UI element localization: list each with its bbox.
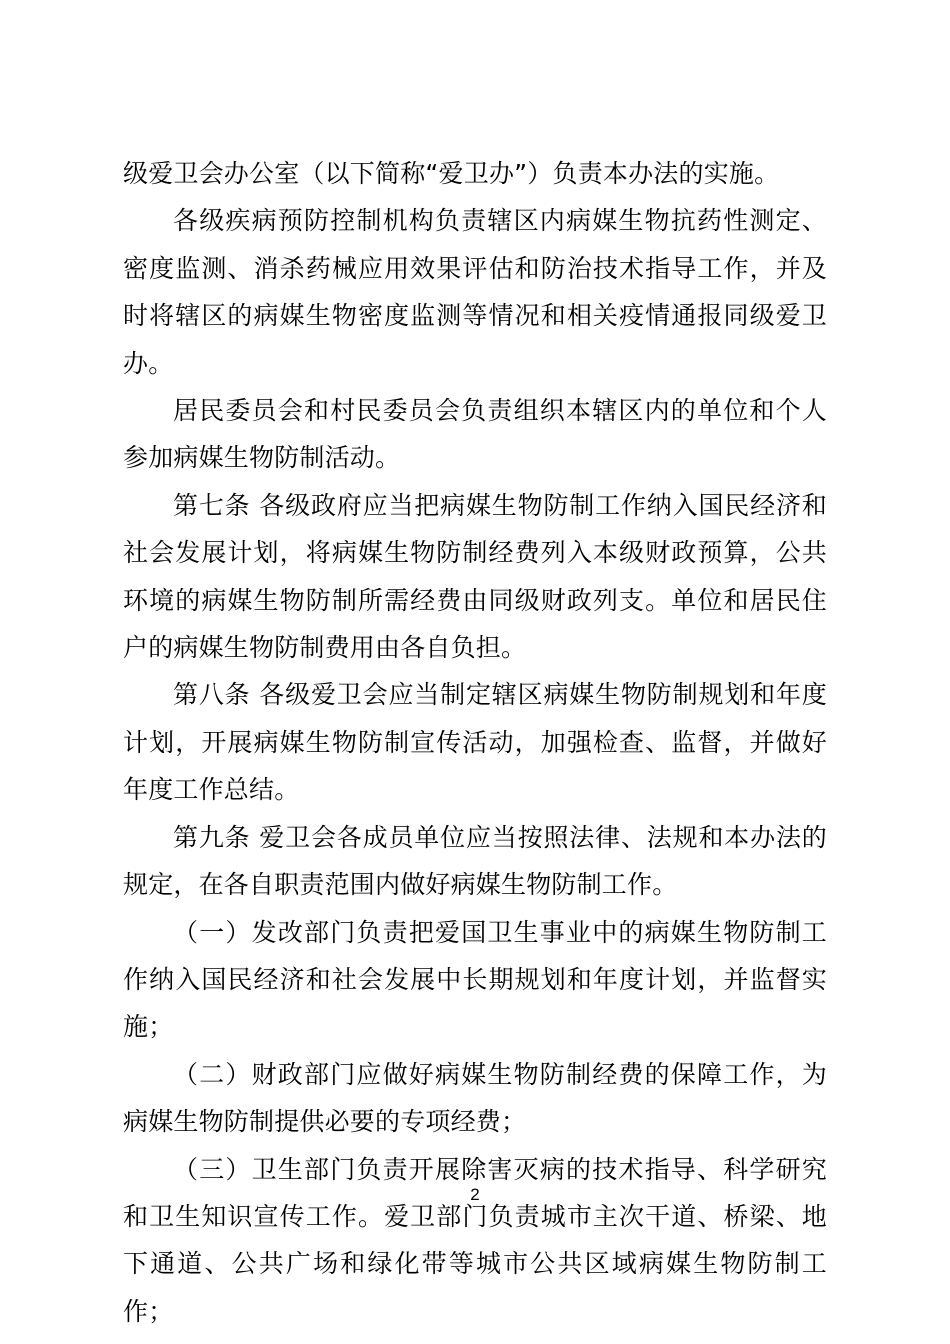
article-9-item-1: （一）发改部门负责把爱国卫生事业中的病媒生物防制工作纳入国民经济和社会发展中长期规划和年度计划，并监督实施； (123, 917, 827, 1042)
article-7: 第七条 各级政府应当把病媒生物防制工作纳入国民经济和社会发展计划，将病媒生物防制经费列入本级财政预算，公共环境的病媒生物防制所需经费由同级财政列支。单位和居民住户的病媒生物防制费用由各自负担。 (123, 490, 827, 663)
article-9: 第九条 爱卫会各成员单位应当按照法律、法规和本办法的规定，在各自职责范围内做好病媒生物防制工作。 (123, 822, 827, 900)
article-8: 第八条 各级爱卫会应当制定辖区病媒生物防制规划和年度计划，开展病媒生物防制宣传活动，加强检查、监督，并做好年度工作总结。 (123, 680, 827, 805)
paragraph-cdc-duties: 各级疾病预防控制机构负责辖区内病媒生物抗药性测定、密度监测、消杀药械应用效果评估和防治技术指导工作，并及时将辖区的病媒生物密度监测等情况和相关疫情通报同级爱卫办。 (123, 206, 827, 378)
page-number: 2 (470, 1185, 480, 1204)
article-9-item-2: （二）财政部门应做好病媒生物防制经费的保障工作，为病媒生物防制提供必要的专项经费； (123, 1059, 827, 1137)
document-body (123, 150, 827, 1335)
paragraph-continuation: 级爱卫会办公室（以下简称“爱卫办”）负责本办法的实施。 (123, 159, 780, 188)
paragraph-committee-duties: 居民委员会和村民委员会负责组织本辖区内的单位和个人参加病媒生物防制活动。 (123, 396, 827, 473)
article-9-item-3: （三）卫生部门负责开展除害灭病的技术指导、科学研究和卫生知识宣传工作。爱卫部门负责城市主次干道、桥梁、地下通道、公共广场和绿化带等城市公共区域病媒生物防制工作； (123, 1154, 827, 1326)
